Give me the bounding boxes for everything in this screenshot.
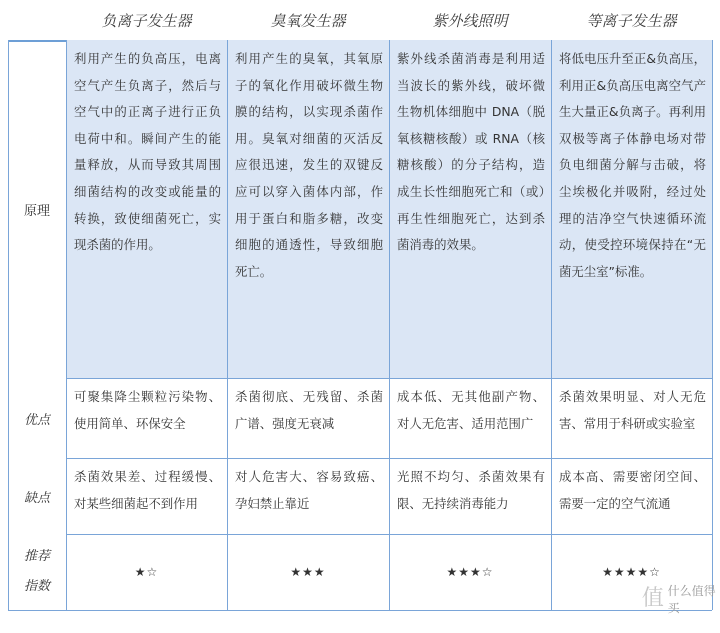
advantages-cell-plasma: 杀菌效果明显、对人无危害、常用于科研或实验室 <box>559 389 706 431</box>
grid-line-col3 <box>389 40 390 610</box>
grid-line-col2 <box>227 40 228 610</box>
rating-cell-plasma: ★★★★☆ <box>602 564 661 579</box>
watermark-text: 什么值得买 <box>667 584 716 615</box>
column-header-ozone: 臭氧发生器 <box>227 0 389 42</box>
row-label-disadvantages: 缺点 <box>23 490 50 506</box>
grid-line-col1 <box>66 40 67 610</box>
disadvantages-cell-negative-ion: 杀菌效果差、过程缓慢、对某些细菌起不到作用 <box>74 469 221 511</box>
principle-cell-plasma: 将低电压升至正&负高压，利用正&负高压电离空气产生大量正&负离子。再利用双极等离子体静电场对带负电细菌分解与击破，将尘埃极化并吸附，经过处理的洁净空气快速循环流动，使受控环境保持在“无菌无尘室”标准。 <box>551 40 712 378</box>
row-label-recommendation <box>8 534 66 610</box>
column-header-uv: 紫外线照明 <box>389 0 551 42</box>
grid-line-row2 <box>66 458 712 459</box>
grid-line-right <box>712 40 713 610</box>
grid-line-row3 <box>66 534 712 535</box>
advantages-cell-uv: 成本低、无其他副产物、对人无危害、适用范围广 <box>397 389 545 431</box>
smzdm-logo-icon: 值 <box>641 586 664 611</box>
disadvantages-cell-uv: 光照不均匀、杀菌效果有限、无持续消毒能力 <box>397 469 545 511</box>
header-corner <box>8 0 66 42</box>
grid-line-left <box>8 40 9 610</box>
row-label-recommendation-text: 推荐指数 <box>23 549 50 594</box>
principle-cell-uv: 紫外线杀菌消毒是利用适当波长的紫外线，破坏微生物机体细胞中 DNA（脱氧核糖核酸）或 RNA（核糖核酸）的分子结构，造成生长性细胞死亡和（或）再生性细胞死亡，达到杀菌消毒的效果。 <box>389 40 551 378</box>
disadvantages-cell-ozone: 对人危害大、容易致癌、孕妇禁止靠近 <box>235 469 383 511</box>
principle-cell-negative-ion: 利用产生的负高压，电离空气产生负离子，然后与空气中的正离子进行正负电荷中和。瞬间产生的能量释放，从而导致其周围细菌结构的改变或能量的转换，致使细菌死亡，实现杀菌的作用。 <box>66 40 227 378</box>
watermark <box>638 582 720 616</box>
column-header-negative-ion: 负离子发生器 <box>66 0 227 42</box>
rating-cell-ozone: ★★★ <box>290 564 326 579</box>
rating-cell-negative-ion: ★☆ <box>134 564 159 579</box>
grid-line-bottom <box>8 610 712 611</box>
principle-cell-ozone: 利用产生的臭氧，其氧原子的氧化作用破坏微生物膜的结构，以实现杀菌作用。臭氧对细菌的灭活反应很迅速，发生的双键反应可以穿入菌体内部，作用于蛋白和脂多糖，改变细胞的通透性，导致细胞死亡。 <box>227 40 389 378</box>
advantages-cell-ozone: 杀菌彻底、无残留、杀菌广谱、强度无衰减 <box>235 389 383 431</box>
disadvantages-cell-plasma: 成本高、需要密闭空间、需要一定的空气流通 <box>559 469 706 511</box>
grid-line-col4 <box>551 40 552 610</box>
row-label-advantages: 优点 <box>23 412 50 428</box>
column-header-plasma: 等离子发生器 <box>551 0 712 42</box>
rating-cell-uv: ★★★☆ <box>446 564 494 579</box>
grid-line-row1 <box>66 378 712 379</box>
advantages-cell-negative-ion: 可聚集降尘颗粒污染物、使用简单、环保安全 <box>74 389 221 431</box>
row-label-principle: 原理 <box>23 203 50 219</box>
